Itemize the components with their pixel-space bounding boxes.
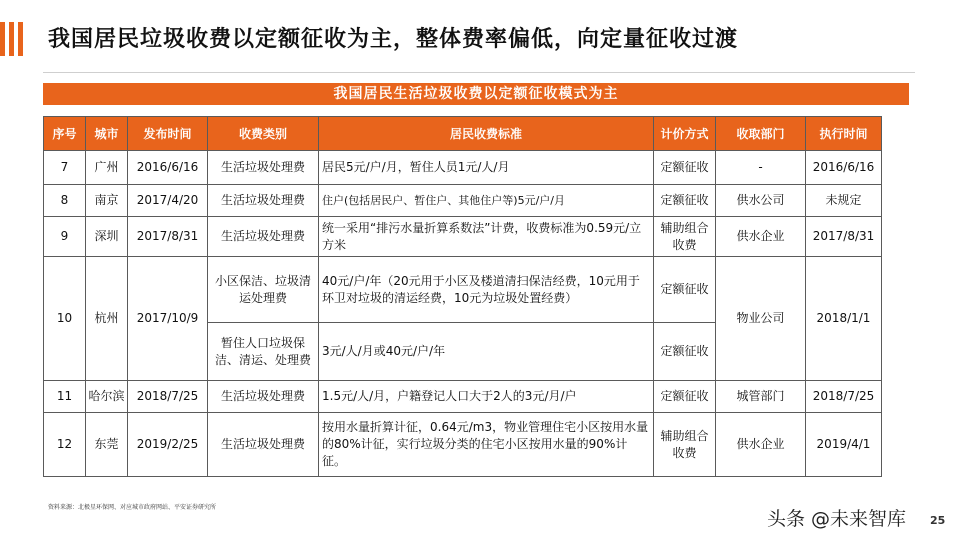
table-banner: 我国居民生活垃圾收费以定额征收模式为主 [43, 83, 909, 105]
cell-category: 生活垃圾处理费 [208, 381, 319, 413]
cell-date: 2016/6/16 [128, 151, 208, 185]
header-no: 序号 [44, 117, 86, 151]
cell-date: 2017/4/20 [128, 185, 208, 217]
cell-method: 定额征收 [654, 151, 716, 185]
cell-city: 深圳 [86, 217, 128, 257]
cell-category: 生活垃圾处理费 [208, 413, 319, 477]
cell-dept: - [716, 151, 806, 185]
cell-no: 7 [44, 151, 86, 185]
header-category: 收费类别 [208, 117, 319, 151]
accent-bars-decoration [0, 22, 22, 56]
table-row [44, 185, 882, 217]
header-exec: 执行时间 [806, 117, 882, 151]
table-row [44, 413, 882, 477]
cell-method: 辅助组合收费 [654, 217, 716, 257]
cell-standard: 按用水量折算计征，0.64元/m3，物业管理住宅小区按用水量的80%计征，实行垃圾分类的住宅小区按用水量的90%计征。 [319, 413, 654, 477]
cell-dept: 物业公司 [716, 257, 806, 381]
cell-dept: 供水企业 [716, 217, 806, 257]
cell-category: 生活垃圾处理费 [208, 217, 319, 257]
fee-table [43, 116, 882, 477]
cell-standard: 住户(包括居民户、暂住户、其他住户等)5元/户/月 [319, 185, 654, 217]
table-row [44, 381, 882, 413]
header-date: 发布时间 [128, 117, 208, 151]
cell-city: 杭州 [86, 257, 128, 381]
cell-date: 2017/10/9 [128, 257, 208, 381]
cell-dept: 供水企业 [716, 413, 806, 477]
table-header-row [44, 117, 882, 151]
cell-category: 小区保洁、垃圾清运处理费 [208, 257, 319, 323]
cell-city: 东莞 [86, 413, 128, 477]
cell-method: 定额征收 [654, 257, 716, 323]
cell-exec: 2016/6/16 [806, 151, 882, 185]
source-note: 资料来源：北极星环保网、对应城市政府网站、平安证券研究所 [48, 504, 217, 511]
cell-exec: 2018/7/25 [806, 381, 882, 413]
watermark: 头条 @未来智库 [767, 508, 907, 530]
cell-dept: 供水公司 [716, 185, 806, 217]
cell-category: 生活垃圾处理费 [208, 151, 319, 185]
cell-exec: 2019/4/1 [806, 413, 882, 477]
cell-city: 广州 [86, 151, 128, 185]
table-row [44, 217, 882, 257]
cell-method: 定额征收 [654, 185, 716, 217]
cell-exec: 2018/1/1 [806, 257, 882, 381]
table-row [44, 257, 882, 323]
cell-no: 11 [44, 381, 86, 413]
cell-standard: 居民5元/户/月，暂住人员1元/人/月 [319, 151, 654, 185]
cell-no: 9 [44, 217, 86, 257]
cell-city: 南京 [86, 185, 128, 217]
cell-date: 2017/8/31 [128, 217, 208, 257]
cell-category: 生活垃圾处理费 [208, 185, 319, 217]
cell-standard: 1.5元/人/月，户籍登记人口大于2人的3元/月/户 [319, 381, 654, 413]
cell-no: 10 [44, 257, 86, 381]
cell-method: 定额征收 [654, 381, 716, 413]
cell-standard: 3元/人/月或40元/户/年 [319, 323, 654, 381]
cell-standard: 统一采用“排污水量折算系数法”计费，收费标准为0.59元/立方米 [319, 217, 654, 257]
page-title: 我国居民垃圾收费以定额征收为主，整体费率偏低，向定量征收过渡 [48, 27, 739, 52]
cell-exec: 未规定 [806, 185, 882, 217]
cell-no: 8 [44, 185, 86, 217]
cell-method: 定额征收 [654, 323, 716, 381]
header-city: 城市 [86, 117, 128, 151]
cell-dept: 城管部门 [716, 381, 806, 413]
table-row [44, 151, 882, 185]
cell-standard: 40元/户/年（20元用于小区及楼道清扫保洁经费，10元用于环卫对垃圾的清运经费，10元为垃圾处置经费） [319, 257, 654, 323]
cell-date: 2018/7/25 [128, 381, 208, 413]
cell-category: 暂住人口垃圾保洁、清运、处理费 [208, 323, 319, 381]
page-number: 25 [930, 514, 946, 527]
cell-no: 12 [44, 413, 86, 477]
header-standard: 居民收费标准 [319, 117, 654, 151]
header-dept: 收取部门 [716, 117, 806, 151]
cell-date: 2019/2/25 [128, 413, 208, 477]
cell-method: 辅助组合收费 [654, 413, 716, 477]
header-method: 计价方式 [654, 117, 716, 151]
cell-city: 哈尔滨 [86, 381, 128, 413]
cell-exec: 2017/8/31 [806, 217, 882, 257]
title-divider [43, 72, 915, 73]
